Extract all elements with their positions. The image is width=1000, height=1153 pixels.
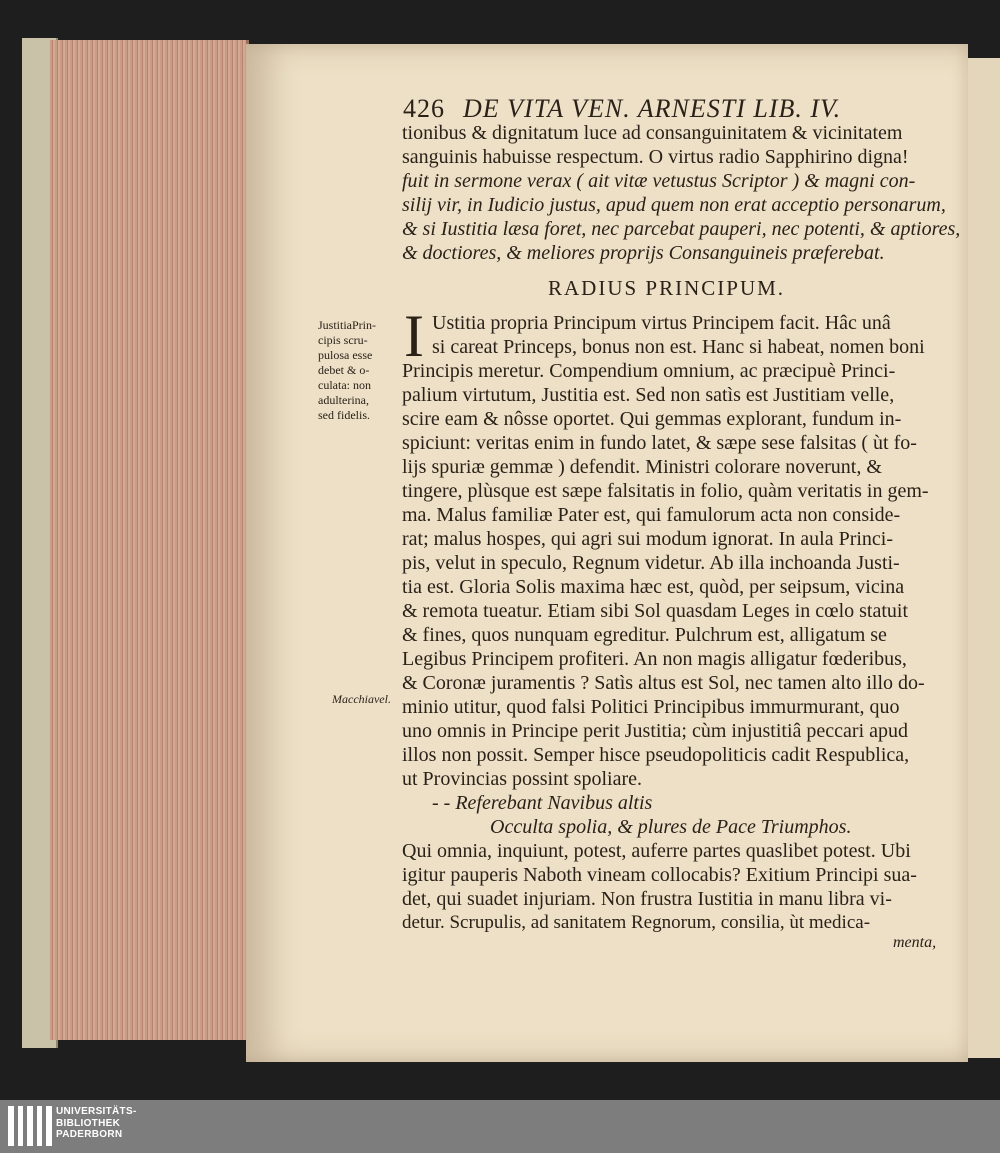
text-line: pis, velut in speculo, Regnum videtur. Ab illa inchoanda Justi- bbox=[402, 552, 900, 574]
text-line: & Coronæ juramentis ? Satìs altus est Sol, nec tamen alto illo do- bbox=[402, 672, 925, 694]
running-title: DE VITA VEN. ARNESTI LIB. IV. bbox=[463, 94, 842, 123]
section-title: RADIUS PRINCIPUM. bbox=[548, 276, 786, 300]
marginal-note: Macchiavel. bbox=[332, 692, 391, 706]
text-line: detur. Scrupulis, ad sanitatem Regnorum, consilia, ùt medica- bbox=[402, 912, 871, 933]
text-line: Legibus Principem profiteri. An non magis alligatur fœderibus, bbox=[402, 648, 907, 670]
text-line: igitur pauperis Naboth vineam collocabis? Exitium Principi sua- bbox=[402, 864, 917, 886]
library-footer bbox=[0, 1100, 1000, 1153]
catchword: menta, bbox=[893, 934, 937, 951]
marginal-note: JustitiaPrin- cipis scru- pulosa esse debet & o- culata: non adulterina, sed fidelis. bbox=[318, 318, 377, 422]
text-line: tia est. Gloria Solis maxima hæc est, quòd, per seipsum, vicina bbox=[402, 576, 905, 598]
text-line: det, qui suadet injuriam. Non frustra Iustitia in manu libra vi- bbox=[402, 888, 892, 910]
text-line: rat; malus hospes, qui agri sui modum ignorat. In aula Princi- bbox=[402, 528, 894, 550]
page-edges bbox=[50, 40, 249, 1040]
verse-line: - - Referebant Navibus altis bbox=[432, 792, 653, 814]
text-line: & si Iustitia læsa foret, nec parcebat pauperi, nec potenti, & aptiores, bbox=[402, 218, 961, 240]
text-line: Ustitia propria Principum virtus Principem facit. Hâc unâ bbox=[432, 312, 891, 334]
text-line: ma. Malus familiæ Pater est, qui famulorum acta non conside- bbox=[402, 504, 901, 526]
text-line: silij vir, in Iudicio justus, apud quem non erat acceptio personarum, bbox=[402, 194, 946, 216]
text-line: ut Provincias possint spoliare. bbox=[402, 768, 642, 790]
verse-line: Occulta spolia, & plures de Pace Triumphos. bbox=[490, 816, 852, 838]
text-line: sanguinis habuisse respectum. O virtus radio Sapphirino digna! bbox=[402, 146, 909, 168]
text-line: tingere, plùsque est sæpe falsitatis in folio, quàm veritatis in gem- bbox=[402, 480, 929, 502]
page-number: 426 bbox=[403, 94, 445, 123]
text-line: tionibus & dignitatum luce ad consanguinitatem & vicinitatem bbox=[402, 122, 903, 144]
text-line: lijs spuriæ gemmæ ) defendit. Ministri colorare noverunt, & bbox=[402, 456, 882, 478]
text-line: fuit in sermone verax ( ait vitæ vetustus Scriptor ) & magni con- bbox=[402, 170, 916, 192]
text-line: Qui omnia, inquiunt, potest, auferre partes quaslibet potest. Ubi bbox=[402, 840, 911, 862]
drop-cap: I bbox=[404, 303, 424, 369]
text-line: Principis meretur. Compendium omnium, ac præcipuè Princi- bbox=[402, 360, 896, 382]
text-line: & remota tueatur. Etiam sibi Sol quasdam Leges in cœlo statuit bbox=[402, 600, 909, 622]
text-line: si careat Princeps, bonus non est. Hanc si habeat, nomen boni bbox=[432, 336, 925, 358]
text-line: illos non possit. Semper hisce pseudopoliticis cadit Respublica, bbox=[402, 744, 910, 766]
running-header bbox=[403, 94, 841, 124]
text-line: uno omnis in Principe perit Justitia; cùm injustitiâ peccari apud bbox=[402, 720, 909, 742]
text-line: & fines, quos nunquam egreditur. Pulchrum est, alligatum se bbox=[402, 624, 887, 646]
text-line: scire eam & nôsse oportet. Qui gemmas explorant, fundum in- bbox=[402, 408, 902, 430]
text-line: & doctiores, & meliores proprijs Consanguineis præferebat. bbox=[402, 242, 885, 264]
library-name: UNIVERSITÄTS- BIBLIOTHEK PADERBORN bbox=[56, 1106, 137, 1140]
facing-page bbox=[966, 58, 1000, 1058]
text-line: palium virtutum, Justitia est. Sed non satìs est Justitiam velle, bbox=[402, 384, 895, 406]
library-logo-icon bbox=[8, 1106, 52, 1146]
text-line: minio utitur, quod falsi Politici Principibus immurmurant, quo bbox=[402, 696, 900, 718]
text-line: spiciunt: veritas enim in fundo latet, & sæpe sese falsitas ( ùt fo- bbox=[402, 432, 917, 454]
